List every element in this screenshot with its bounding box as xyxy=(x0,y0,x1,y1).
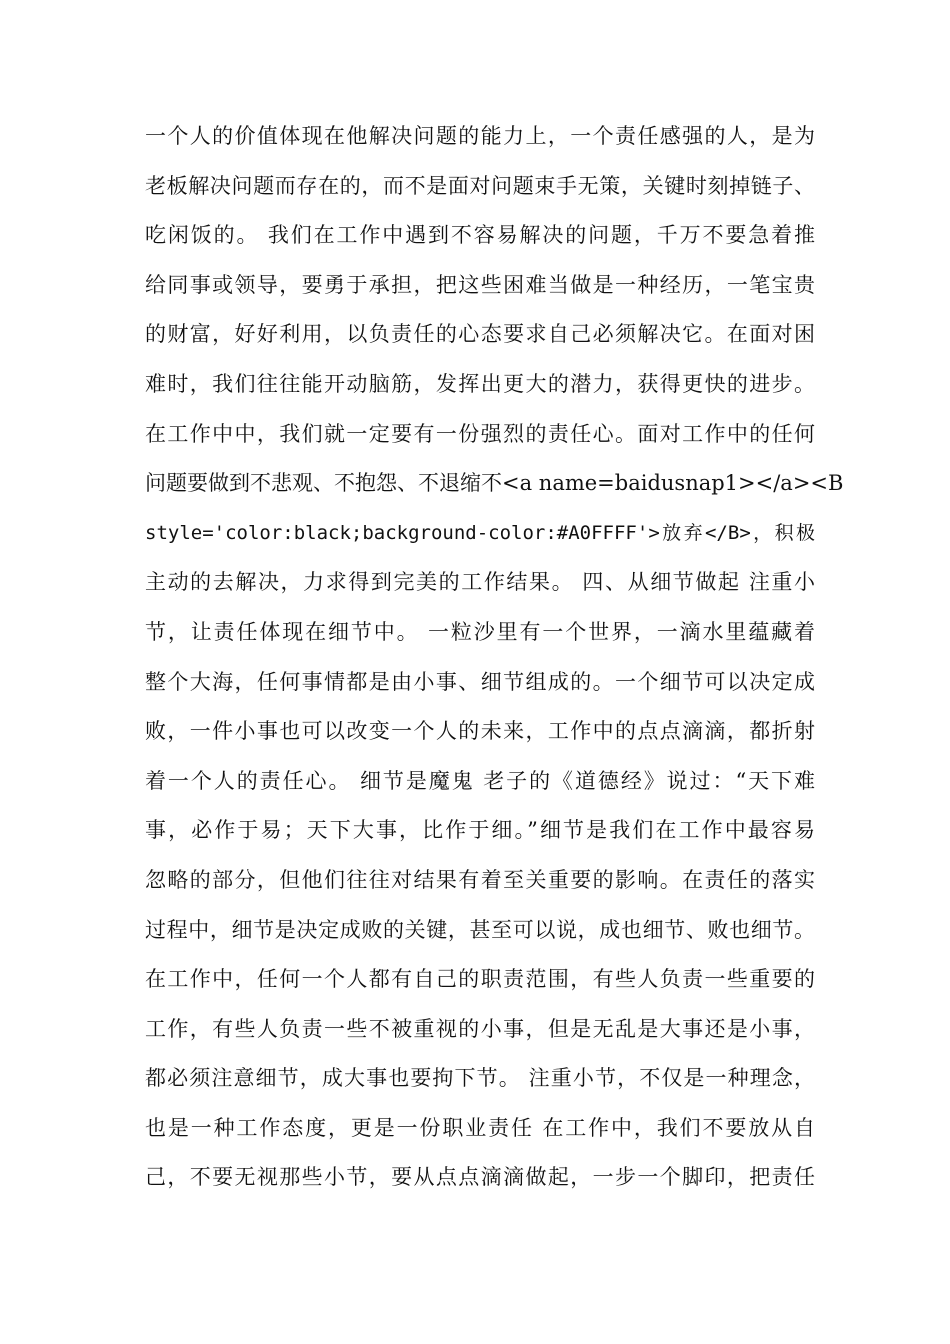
text-line: 吃闲饭的。 我们在工作中遇到不容易解决的问题，千万不要急着推 xyxy=(145,223,815,248)
text-line: 忽略的部分，但他们往往对结果有着至关重要的影响。在责任的落实 xyxy=(145,867,815,892)
text-line: 节，让责任体现在细节中。 一粒沙里有一个世界，一滴水里蕴藏着 xyxy=(145,619,815,644)
text-line: 工作，有些人负责一些不被重视的小事，但是无乱是大事还是小事， xyxy=(145,1016,815,1041)
text-line: 在工作中中，我们就一定要有一份强烈的责任心。面对工作中的任何 xyxy=(145,421,815,446)
text-line: 难时，我们往往能开动脑筋，发挥出更大的潜力，获得更快的进步。 xyxy=(145,371,815,396)
text-line: 一个人的价值体现在他解决问题的能力上，一个责任感强的人，是为 xyxy=(145,124,815,148)
text-line: 事，必作于易；天下大事，比作于细。”细节是我们在工作中最容易 xyxy=(145,818,815,843)
text-line: 问题要做到不悲观、不抱怨、不退缩不<a name=baidusnap1></a><B xyxy=(145,471,844,496)
text-line: 着一个人的责任心。 细节是魔鬼 老子的《道德经》说过：“天下难 xyxy=(145,768,815,793)
text-line: 主动的去解决，力求得到完美的工作结果。 四、从细节做起 注重小 xyxy=(145,570,815,595)
text-line: 也是一种工作态度，更是一份职业责任 在工作中，我们不要放从自 xyxy=(145,1115,815,1140)
text-line: 过程中，细节是决定成败的关键，甚至可以说，成也细节、败也细节。 xyxy=(145,917,815,942)
text-line: 老板解决问题而存在的，而不是面对问题束手无策，关键时刻掉链子、 xyxy=(145,173,815,198)
text-line: 整个大海，任何事情都是由小事、细节组成的。一个细节可以决定成 xyxy=(145,669,815,694)
body-text xyxy=(145,117,844,1208)
text-line: 己，不要无视那些小节，要从点点滴滴做起，一步一个脚印，把责任 xyxy=(145,1165,815,1190)
text-line: 在工作中，任何一个人都有自己的职责范围，有些人负责一些重要的 xyxy=(145,967,815,992)
text-line: 的财富，好好利用，以负责任的心态要求自己必须解决它。在面对困 xyxy=(145,322,815,347)
text-line: 都必须注意细节，成大事也要拘下节。 注重小节，不仅是一种理念， xyxy=(145,1066,815,1091)
text-line: style='color:black;background-color:#A0FFFF'>放弃</B>，积极 xyxy=(145,521,815,544)
text-line: 败，一件小事也可以改变一个人的未来，工作中的点点滴滴，都折射 xyxy=(145,719,815,744)
text-line: 给同事或领导，要勇于承担，把这些困难当做是一种经历，一笔宝贵 xyxy=(145,272,815,297)
